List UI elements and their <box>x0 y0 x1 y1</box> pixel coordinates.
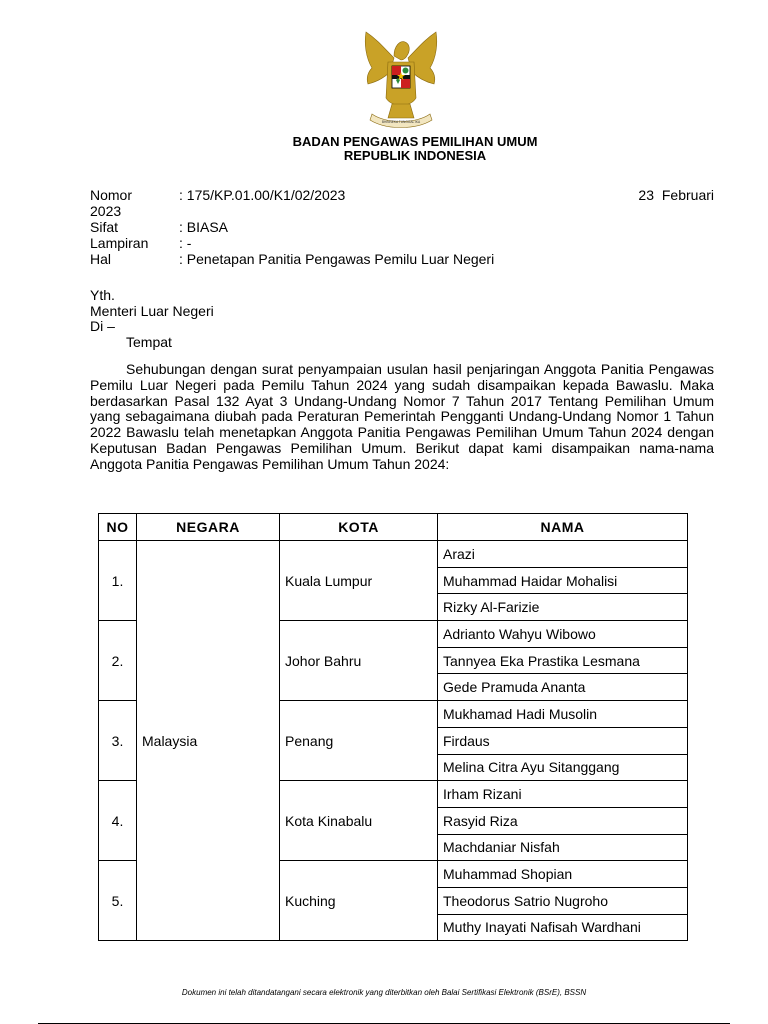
addressee-di: Di – <box>90 318 115 334</box>
city-cell: Penang <box>280 701 438 781</box>
hal-value: : Penetapan Panitia Pengawas Pemilu Luar Negeri <box>179 251 495 267</box>
addressee <box>90 288 214 350</box>
lampiran-value: : - <box>179 235 192 251</box>
addressee-name: Menteri Luar Negeri <box>90 302 214 319</box>
header-negara: NEGARA <box>137 514 280 541</box>
letterhead <box>0 135 768 163</box>
addressee-tempat: Tempat <box>126 333 172 350</box>
member-name: Rizky Al-Farizie <box>438 594 688 621</box>
header-nama: NAMA <box>438 514 688 541</box>
lampiran-label: Lampiran <box>90 235 149 251</box>
member-name: Firdaus <box>438 727 688 754</box>
table-header-row <box>99 514 688 541</box>
city-cell: Kota Kinabalu <box>280 781 438 861</box>
member-name: Theodorus Satrio Nugroho <box>438 887 688 914</box>
e-signature-footer: Dokumen ini telah ditandatangani secara elektronik yang diterbitkan oleh Balai Sertifikasi Elektronik (BSrE), BSSN <box>181 988 587 997</box>
row-number: 5. <box>99 861 137 941</box>
member-name: Rasyid Riza <box>438 807 688 834</box>
country-cell: Malaysia <box>137 541 280 941</box>
member-name: Muthy Inayati Nafisah Wardhani <box>438 914 688 941</box>
member-name: Muhammad Haidar Mohalisi <box>438 567 688 594</box>
city-cell: Johor Bahru <box>280 621 438 701</box>
garuda-emblem-icon <box>358 28 444 130</box>
letterhead-line1: BADAN PENGAWAS PEMILIHAN UMUM <box>292 134 538 149</box>
body-paragraph: Sehubungan dengan surat penyampaian usulan hasil penjaringan Anggota Panitia Pengawas Pemilu Luar Negeri pada Pemilu Tahun 2024 yang sudah disampaikan kepada Bawaslu. Maka berdasarkan Pasal 132 Ayat 3 Undang-Undang Nomor 7 Tahun 2017 Tentang Pemilihan Umum yang sebagaimana diubah pada Peraturan Pemerintah Pengganti Undang-Undang Nomor 1 Tahun 2022 Bawaslu telah menetapkan Anggota Panitia Pengawas Pemilihan Umum Tahun 2024 dengan Keputusan Badan Pengawas Pemilihan Umum. Berikut dapat kami disampaikan nama-nama Anggota Panitia Pengawas Pemilihan Umum Tahun 2024: <box>90 361 714 472</box>
addressee-yth: Yth. <box>90 287 115 303</box>
hal-label: Hal <box>90 251 112 267</box>
member-name: Irham Rizani <box>438 781 688 808</box>
row-number: 4. <box>99 781 137 861</box>
member-name: Tannyea Eka Prastika Lesmana <box>438 647 688 674</box>
letter-date-year: 2023 <box>90 203 122 219</box>
member-name: Adrianto Wahyu Wibowo <box>438 621 688 648</box>
letterhead-line2: REPUBLIK INDONESIA <box>343 148 487 163</box>
header-no: NO <box>99 514 137 541</box>
member-name: Melina Citra Ayu Sitanggang <box>438 754 688 781</box>
row-number: 3. <box>99 701 137 781</box>
city-cell: Kuching <box>280 861 438 941</box>
nomor-label: Nomor <box>90 187 133 203</box>
sifat-label: Sifat <box>90 219 119 235</box>
row-number: 2. <box>99 621 137 701</box>
sifat-value: : BIASA <box>179 219 229 235</box>
header-kota: KOTA <box>280 514 438 541</box>
letter-date: 23 Februari <box>638 187 714 203</box>
emblem-motto: BHINNEKA TUNGGAL IKA <box>381 120 421 124</box>
member-name: Gede Pramuda Ananta <box>438 674 688 701</box>
table-row <box>99 541 688 568</box>
nomor-value: : 175/KP.01.00/K1/02/2023 <box>179 187 346 203</box>
city-cell: Kuala Lumpur <box>280 541 438 621</box>
member-name: Mukhamad Hadi Musolin <box>438 701 688 728</box>
members-table <box>98 513 688 941</box>
member-name: Arazi <box>438 541 688 568</box>
letter-meta <box>90 187 714 267</box>
row-number: 1. <box>99 541 137 621</box>
member-name: Machdaniar Nisfah <box>438 834 688 861</box>
member-name: Muhammad Shopian <box>438 861 688 888</box>
